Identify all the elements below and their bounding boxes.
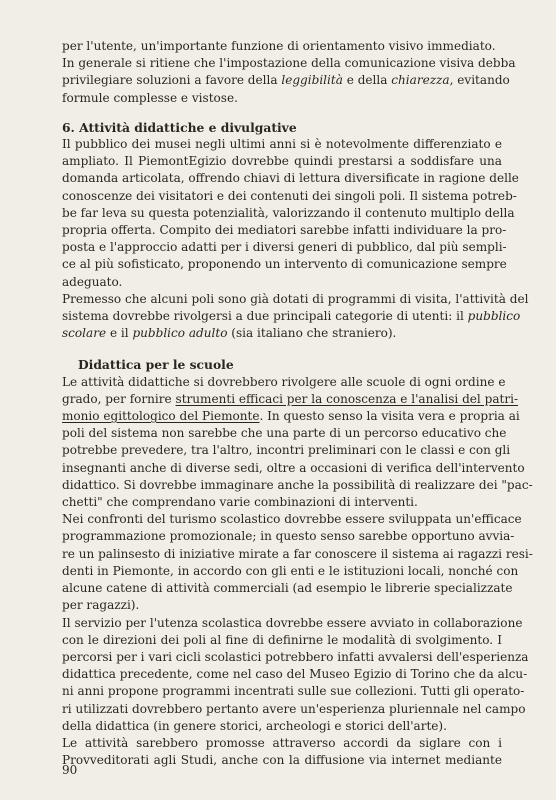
text-line: Le attività sarebbero promosse attraverso accordi da siglare con i <box>62 735 502 750</box>
text-line: Il servizio per l'utenza scolastica dovrebbe essere avviato in collaborazione <box>62 615 523 630</box>
text-line: Le attività didattiche si dovrebbero rivolgere alle scuole di ogni ordine e <box>62 374 506 389</box>
text-line: denti in Piemonte, in accordo con gli enti e le istituzioni locali, nonché con <box>62 563 519 578</box>
text-line: formule complesse e vistose. <box>62 90 238 105</box>
section-heading-6: 6. Attività didattiche e divulgative <box>62 119 297 135</box>
text-line: Il pubblico dei musei negli ultimi anni si è notevolmente differenziato e <box>62 137 502 152</box>
text-line: percorsi per i vari cicli scolastici potrebbero infatti avvalersi dell'esperienza <box>62 649 529 664</box>
text-line: In generale si ritiene che l'impostazione della comunicazione visiva debba <box>62 56 516 71</box>
paragraph-3 <box>62 136 519 291</box>
text-line: domanda articolata, offrendo chiavi di lettura diversificate in ragione delle <box>62 171 519 186</box>
text-line: per l'utente, un'importante funzione di orientamento visivo immediato. <box>62 39 496 53</box>
text-line: con le direzioni dei poli al fine di definirne le modalità di svolgimento. I <box>62 632 502 647</box>
text-line: alcune catene di attività commerciali (ad esempio le librerie specializzate <box>62 581 513 596</box>
text-line: didattica precedente, come nel caso del Museo Egizio di Torino che da alcu- <box>62 667 528 682</box>
text-line: ampliato. Il PiemontEgizio dovrebbe quindi prestarsi a soddisfare una <box>62 154 502 169</box>
text-line: Provveditorati agli Studi, anche con la diffusione via internet mediante <box>62 753 502 768</box>
subsection-heading: Didattica per le scuole <box>78 357 234 373</box>
text-line: privilegiare soluzioni a favore della leggibilità e della chiarezza, evitando <box>62 73 510 88</box>
text-line: potrebbe prevedere, tra l'altro, incontri preliminari con le classi e con gli <box>62 443 511 458</box>
text-line: poli del sistema non sarebbe che una parte di un percorso educativo che <box>62 426 507 441</box>
text-line: posta e l'approccio adatti per i diversi generi di pubblico, dal più sempli- <box>62 240 507 255</box>
text-line: della didattica (in genere storici, archeologi e storici dell'arte). <box>62 718 447 733</box>
text-line: insegnanti anche di diverse sedi, oltre a occasioni di verifica dell'intervento <box>62 460 525 475</box>
paragraph-2 <box>62 55 516 107</box>
paragraph-5 <box>62 374 533 512</box>
text-line: ri utilizzati dovrebbero pertanto avere un'esperienza pluriennale nel campo <box>62 701 526 716</box>
text-line: ni anni propone programmi incentrati sulle sue collezioni. Tutti gli operato- <box>62 684 525 699</box>
text-line: monio egittologico del Piemonte. In questo senso la visita vera e propria ai <box>62 409 520 424</box>
page-number: 90 <box>62 763 78 777</box>
text-line: re un palinsesto di iniziative mirate a far conoscere il sistema ai ragazzi resi- <box>62 546 533 561</box>
text-line: grado, per fornire strumenti efficaci per la conoscenza e l'analisi del patri- <box>62 391 519 406</box>
text-line: scolare e il pubblico adulto (sia italiano che straniero). <box>62 326 397 341</box>
text-line: sistema dovrebbe rivolgersi a due principali categorie di utenti: il pubblico <box>62 309 521 324</box>
text-line: Nei confronti del turismo scolastico dovrebbe essere sviluppata un'efficace <box>62 512 522 527</box>
paragraph-1 <box>62 38 502 55</box>
page-body <box>62 38 533 769</box>
text-line: per ragazzi). <box>62 598 140 613</box>
text-line: conoscenze dei visitatori e dei contenuti dei singoli poli. Il sistema potreb- <box>62 188 517 203</box>
text-line: chetti" che comprendano varie combinazioni di interventi. <box>62 495 418 510</box>
paragraph-7 <box>62 615 529 735</box>
text-line: ce al più sofisticato, proponendo un intervento di comunicazione sempre <box>62 257 507 272</box>
paragraph-8 <box>62 735 502 769</box>
text-line: Premesso che alcuni poli sono già dotati di programmi di visita, l'attività del <box>62 291 529 306</box>
paragraph-6 <box>62 511 533 614</box>
text-line: be far leva su questa potenzialità, valorizzando il contenuto multiplo della <box>62 205 515 220</box>
text-line: propria offerta. Compito dei mediatori sarebbe infatti individuare la pro- <box>62 223 507 238</box>
text-line: programmazione promozionale; in questo senso sarebbe opportuno avvia- <box>62 529 515 544</box>
text-line: adeguato. <box>62 274 123 289</box>
text-line: didattico. Si dovrebbe immaginare anche la possibilità di realizzare dei "pac- <box>62 477 533 492</box>
paragraph-4 <box>62 291 529 343</box>
